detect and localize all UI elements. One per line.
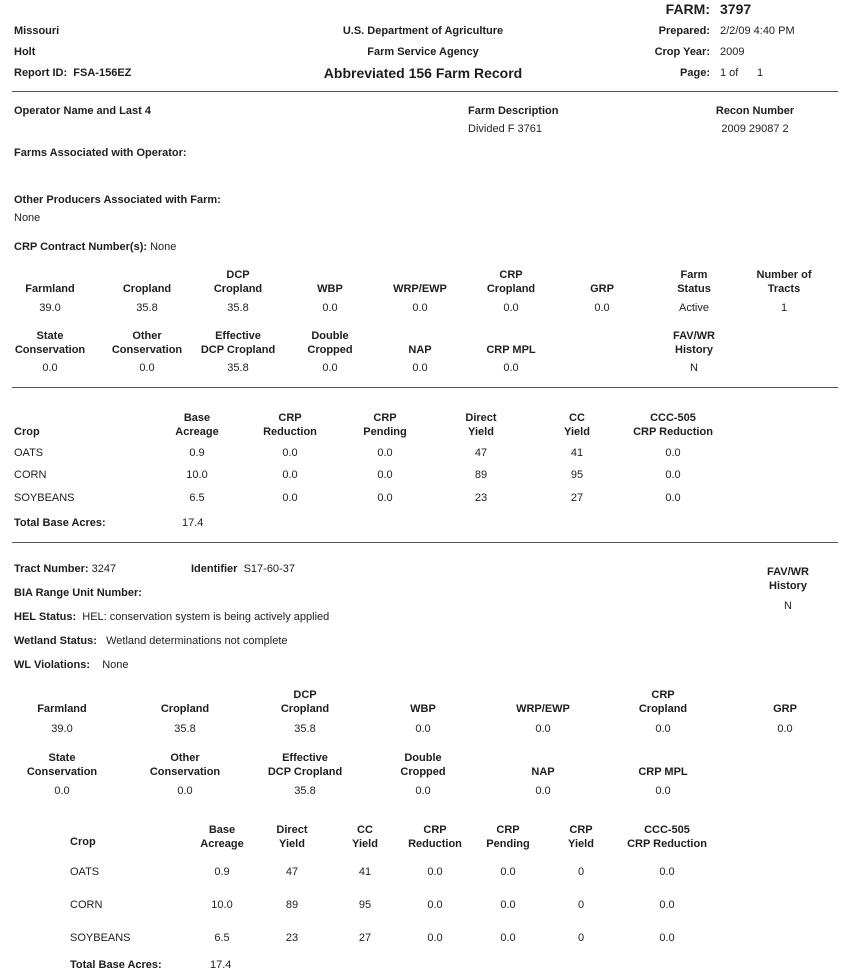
cell: 89 (474, 469, 488, 481)
tract-land-col-effective-dcp-cropland: Effective DCP Cropland (267, 752, 343, 778)
operator-label: Operator Name and Last 4 (14, 105, 151, 117)
farm-crop-header-crop: Crop (14, 426, 40, 438)
farm-land-col-dcp-cropland: DCP Cropland (213, 269, 263, 295)
farm-land-value: 0.0 (322, 302, 338, 314)
cell: 0 (577, 932, 585, 944)
tract-fav-wr-history-value: N (784, 600, 792, 612)
cell: 0.0 (665, 447, 681, 459)
crop-name: CORN (70, 899, 103, 911)
farm-land-value: 0.0 (139, 362, 155, 374)
tract-land-value: 35.8 (294, 785, 316, 797)
farm-land-col-state-conservation: State Conservation (14, 330, 86, 356)
page-label: Page: (680, 67, 710, 79)
cell: 0.0 (500, 932, 516, 944)
farm-crop-header-cc-yield: CC Yield (564, 412, 590, 438)
farm-land-col-wbp: WBP (317, 283, 343, 295)
tract-land-value: 0.0 (655, 723, 671, 735)
cell: 0.0 (500, 866, 516, 878)
recon-label: Recon Number (715, 105, 795, 117)
farm-crop-header-base-acreage: Base Acreage (175, 412, 219, 438)
divider-farm-land (12, 387, 838, 388)
farm-description-label: Farm Description (468, 105, 559, 117)
cell: 0.0 (427, 866, 443, 878)
cell: 23 (285, 932, 299, 944)
wl-violations (14, 659, 129, 671)
farm-crop-header-direct-yield: Direct Yield (465, 412, 497, 438)
tract-land-col-double-cropped: Double Cropped (400, 752, 446, 778)
report-title: Abbreviated 156 Farm Record (323, 65, 523, 81)
crop-name: SOYBEANS (14, 492, 75, 504)
crp-contract (14, 241, 176, 253)
tract-land-col-crp-mpl: CRP MPL (638, 766, 688, 778)
farm-land-col-number-of-tracts: Number of Tracts (756, 269, 812, 295)
farm-label: FARM: (665, 1, 710, 17)
total-base-acres-label: Total Base Acres: (14, 517, 106, 529)
cell: 27 (358, 932, 372, 944)
divider-farm-crops (12, 542, 838, 543)
farm-land-value: 0.0 (412, 302, 428, 314)
tract-land-col-other-conservation: Other Conservation (149, 752, 221, 778)
tract-land-col-farmland: Farmland (37, 703, 87, 715)
tract-total-base-acres-value: 17.4 (210, 959, 232, 971)
cell: 89 (285, 899, 299, 911)
crop-year-value: 2009 (720, 46, 745, 58)
tract-crop-header-cc-yield: CC Yield (352, 824, 378, 850)
farm-land-col-effective-dcp-cropland: Effective DCP Cropland (200, 330, 276, 356)
page-total: 1 (757, 67, 764, 79)
wetland-status (14, 635, 288, 647)
tract-land-col-state-conservation: State Conservation (26, 752, 98, 778)
crp-contract-label: CRP Contract Number(s): (14, 241, 148, 253)
cell: 95 (358, 899, 372, 911)
tract-land-value: 0.0 (777, 723, 793, 735)
farm-land-value: 0.0 (42, 362, 58, 374)
tract-total-base-acres-label: Total Base Acres: (70, 959, 162, 971)
cell: 0.0 (500, 899, 516, 911)
hel-status-value: HEL: conservation system is being actively applied (82, 611, 330, 623)
tract-land-col-cropland: Cropland (160, 703, 210, 715)
page-value: 1 of (720, 67, 739, 79)
farm-land-value: 39.0 (39, 302, 61, 314)
tract-land-value: 0.0 (535, 723, 551, 735)
cell: 0.0 (659, 899, 675, 911)
farm-land-col-cropland: Cropland (122, 283, 172, 295)
farm-land-col-grp: GRP (590, 283, 614, 295)
cell: 0.0 (659, 932, 675, 944)
divider-header (12, 91, 838, 92)
tract-land-col-dcp-cropland: DCP Cropland (280, 689, 330, 715)
tract-land-value: 0.0 (415, 785, 431, 797)
cell: 6.5 (214, 932, 230, 944)
farm-crop-header-crp-reduction: CRP Reduction (263, 412, 317, 438)
tract-crop-header-crp-reduction: CRP Reduction (408, 824, 462, 850)
cell: 27 (570, 492, 584, 504)
tract-land-value: 0.0 (177, 785, 193, 797)
tract-identifier (191, 563, 295, 575)
tract-land-col-wbp: WBP (410, 703, 436, 715)
county-name: Holt (14, 46, 36, 58)
farms-associated-label: Farms Associated with Operator: (14, 147, 187, 159)
crop-name: OATS (14, 447, 44, 459)
tract-land-col-crp-cropland: CRP Cropland (638, 689, 688, 715)
state-name: Missouri (14, 25, 60, 37)
identifier-value: S17-60-37 (243, 563, 295, 575)
tract-number-label: Tract Number: (14, 563, 89, 575)
cell: 0.0 (377, 447, 393, 459)
agency-line-2: Farm Service Agency (367, 46, 479, 58)
tract-crop-header-crp-pending: CRP Pending (486, 824, 530, 850)
tract-land-value: 35.8 (294, 723, 316, 735)
cell: 95 (570, 469, 584, 481)
hel-status-label: HEL Status: (14, 611, 77, 623)
farm-land-value: 35.8 (136, 302, 158, 314)
cell: 0.0 (427, 899, 443, 911)
farm-status-value: Active (679, 302, 709, 314)
cell: 0.0 (282, 492, 298, 504)
tract-crop-header-crp-yield: CRP Yield (568, 824, 594, 850)
wetland-status-label: Wetland Status: (14, 635, 97, 647)
crop-name: SOYBEANS (70, 932, 131, 944)
cell: 0.0 (665, 469, 681, 481)
wl-violations-label: WL Violations: (14, 659, 90, 671)
cell: 0 (577, 866, 585, 878)
farm-land-value: 35.8 (227, 302, 249, 314)
tract-land-value: 0.0 (415, 723, 431, 735)
farm-land-value: 0.0 (412, 362, 428, 374)
cell: 0.0 (282, 469, 298, 481)
farm-number: 3797 (720, 1, 752, 17)
cell: 0.0 (282, 447, 298, 459)
farm-land-col-nap: NAP (408, 344, 432, 356)
farm-land-value: 0.0 (503, 302, 519, 314)
crop-name: CORN (14, 469, 47, 481)
crop-year-label: Crop Year: (654, 46, 710, 58)
cell: 6.5 (189, 492, 205, 504)
cell: 0.0 (377, 492, 393, 504)
wl-violations-value: None (102, 659, 129, 671)
report-id-value: FSA-156EZ (73, 67, 132, 79)
tract-crop-header-crop: Crop (70, 836, 96, 848)
tract-number (14, 563, 116, 575)
farm-land-col-wrp-ewp: WRP/EWP (393, 283, 447, 295)
crop-name: OATS (70, 866, 100, 878)
tract-crop-header-ccc505-crp-reduction: CCC-505 CRP Reduction (627, 824, 707, 850)
cell: 0.0 (665, 492, 681, 504)
farm-land-value: 0.0 (322, 362, 338, 374)
fav-wr-history-value: N (690, 362, 698, 374)
identifier-label: Identifier (191, 563, 238, 575)
farm-land-col-farm-status: Farm Status (677, 269, 711, 295)
cell: 0.0 (427, 932, 443, 944)
farm-crop-header-ccc505-crp-reduction: CCC-505 CRP Reduction (633, 412, 713, 438)
tract-land-col-grp: GRP (773, 703, 797, 715)
tract-land-value: 0.0 (655, 785, 671, 797)
cell: 0 (577, 899, 585, 911)
hel-status (14, 611, 329, 623)
cell: 0.0 (377, 469, 393, 481)
farm-land-col-double-cropped: Double Cropped (307, 330, 353, 356)
tract-land-col-wrp-ewp: WRP/EWP (516, 703, 570, 715)
recon-value: 2009 29087 2 (721, 123, 789, 135)
cell: 0.9 (189, 447, 205, 459)
agency-line-1: U.S. Department of Agriculture (342, 25, 504, 37)
report-id-label: Report ID: (14, 67, 68, 79)
number-of-tracts-value: 1 (780, 302, 788, 314)
cell: 47 (474, 447, 488, 459)
tract-land-value: 0.0 (535, 785, 551, 797)
crp-contract-value: None (150, 241, 177, 253)
tract-crop-header-direct-yield: Direct Yield (276, 824, 308, 850)
farm-land-col-farmland: Farmland (25, 283, 75, 295)
wetland-status-value: Wetland determinations not complete (106, 635, 288, 647)
cell: 41 (570, 447, 584, 459)
tract-fav-wr-history-label: FAV/WR History (767, 566, 809, 592)
cell: 0.0 (659, 866, 675, 878)
report-id (14, 67, 131, 79)
cell: 23 (474, 492, 488, 504)
farm-land-col-crp-cropland: CRP Cropland (486, 269, 536, 295)
cell: 41 (358, 866, 372, 878)
tract-land-value: 39.0 (51, 723, 73, 735)
farm-land-col-fav-wr-history: FAV/WR History (673, 330, 715, 356)
other-producers-label: Other Producers Associated with Farm: (14, 194, 221, 206)
farm-land-value: 35.8 (227, 362, 249, 374)
tract-crop-header-base-acreage: Base Acreage (200, 824, 244, 850)
cell: 10.0 (211, 899, 233, 911)
cell: 10.0 (186, 469, 208, 481)
tract-land-value: 0.0 (54, 785, 70, 797)
bia-range-unit-label: BIA Range Unit Number: (14, 587, 142, 599)
farm-crop-header-crp-pending: CRP Pending (363, 412, 407, 438)
prepared-label: Prepared: (658, 25, 710, 37)
farm-land-col-other-conservation: Other Conservation (111, 330, 183, 356)
farm-land-col-crp-mpl: CRP MPL (486, 344, 536, 356)
farm-description-value: Divided F 3761 (468, 123, 542, 135)
tract-land-value: 35.8 (174, 723, 196, 735)
other-producers-value: None (14, 212, 41, 224)
farm-land-value: 0.0 (594, 302, 610, 314)
tract-land-col-nap: NAP (531, 766, 555, 778)
cell: 0.9 (214, 866, 230, 878)
cell: 47 (285, 866, 299, 878)
prepared-value: 2/2/09 4:40 PM (720, 25, 795, 37)
tract-number-value: 3247 (91, 563, 117, 575)
total-base-acres-value: 17.4 (182, 517, 204, 529)
farm-land-value: 0.0 (503, 362, 519, 374)
